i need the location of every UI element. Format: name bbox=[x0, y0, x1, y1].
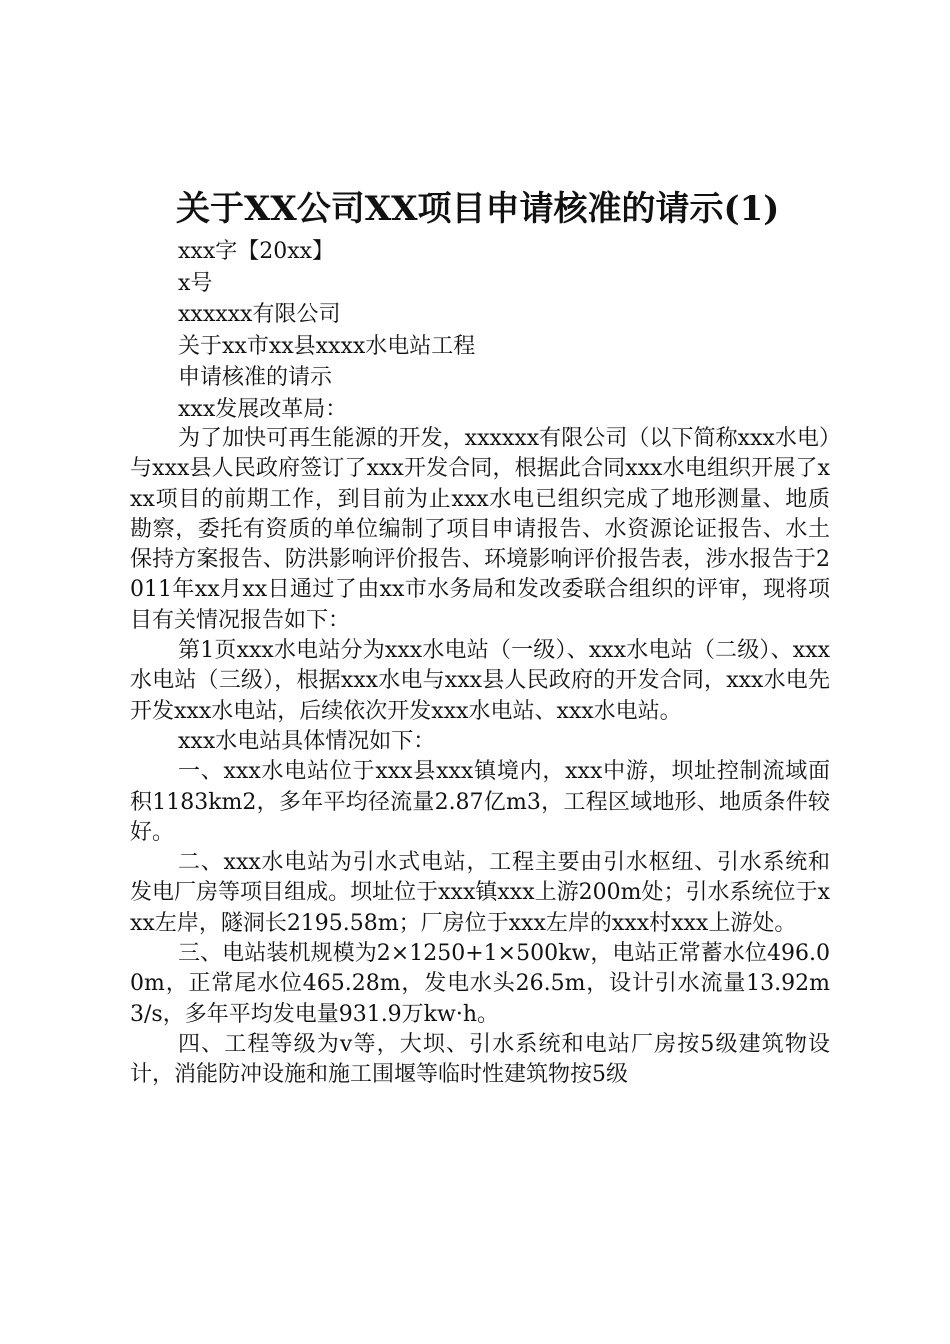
document-header bbox=[178, 236, 828, 425]
paragraph-item-4: 四、工程等级为v等，大坝、引水系统和电站厂房按5级建筑物设计，消能防冲设施和施工围堰等临时性建筑物按5级 bbox=[130, 1031, 830, 1088]
document-number: xxx字【20xx】 bbox=[178, 239, 335, 264]
recipient: xxx发展改革局： bbox=[178, 396, 348, 422]
document-body bbox=[130, 424, 830, 1091]
subject-line-1: 关于xx市xx县xxxx水电站工程 bbox=[178, 333, 476, 359]
issuing-company: xxxxxx有限公司 bbox=[178, 302, 341, 327]
paragraph-item-2: 二、xxx水电站为引水式电站，工程主要由引水枢纽、引水系统和发电厂房等项目组成。坝址位于xxx镇xxx上游200m处；引水系统位于xxx左岸，隧洞长2195.58m；厂房位于xxx左岸的xxx村xxx上游处。 bbox=[130, 850, 830, 936]
paragraph-item-1: 一、xxx水电站位于xxx县xxx镇境内，xxx中游，坝址控制流域面积1183km2，多年平均径流量2.87亿m3，工程区域地形、地质条件较好。 bbox=[130, 759, 830, 845]
paragraph-intro: 为了加快可再生能源的开发，xxxxxx有限公司（以下简称xxx水电）与xxx县人民政府签订了xxx开发合同，根据此合同xxx水电组织开展了xxx项目的前期工作，到目前为止xxx水电已组织完成了地形测量、地质勘察，委托有资质的单位编制了项目申请报告、水资源论证报告、水土保持方案报告、防洪影响评价报告、环境影响评价报告表，涉水报告于2011年xx月xx日通过了由xx市水务局和发改委联合组织的评审，现将项目有关情况报告如下： bbox=[130, 426, 830, 633]
document-title: 关于XX公司XX项目申请核准的请示(1) bbox=[176, 189, 780, 229]
subject-line-2: 申请核准的请示 bbox=[178, 365, 333, 390]
paragraph-stations: 第1页xxx水电站分为xxx水电站（一级）、xxx水电站（二级）、xxx水电站（三级），根据xxx水电与xxx县人民政府的开发合同，xxx水电先开发xxx水电站，后续依次开发xxx水电站、xxx水电站。 bbox=[130, 638, 830, 724]
paragraph-item-3: 三、电站装机规模为2×1250+1×500kw，电站正常蓄水位496.00m，正常尾水位465.28m，发电水头26.5m，设计引水流量13.92m3/s，多年平均发电量931.9万kw·h。 bbox=[130, 941, 830, 1027]
document-number-suffix: x号 bbox=[178, 270, 213, 296]
paragraph-details-heading: xxx水电站具体情况如下： bbox=[178, 728, 436, 754]
